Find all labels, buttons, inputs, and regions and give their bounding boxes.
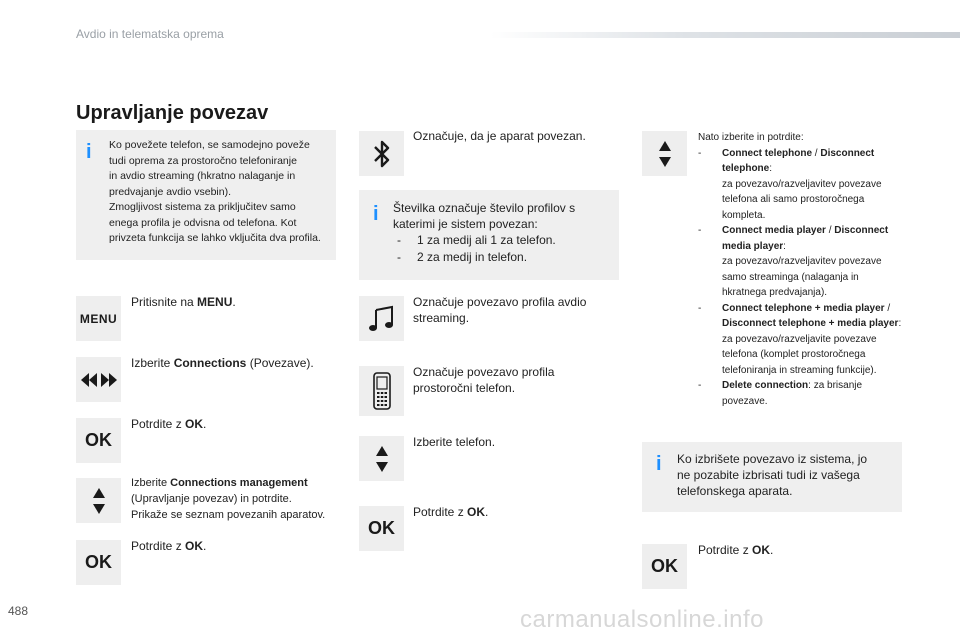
ok-label: OK	[651, 556, 678, 576]
up-down-arrows-icon	[76, 478, 121, 523]
menu-button-icon	[76, 296, 121, 341]
section-title: Avdio in telematska oprema	[76, 27, 224, 41]
info-icon: i	[656, 453, 662, 475]
info-line: in avdio streaming (hkratno nalaganje in	[109, 170, 296, 182]
bluetooth-desc: Označuje, da je aparat povezan.	[413, 129, 586, 143]
info-line: telefonskega aparata.	[677, 484, 793, 498]
bluetooth-icon	[372, 139, 392, 169]
info-list-item: - 1 za medij ali 1 za telefon.	[393, 232, 615, 248]
phone-icon-box	[359, 366, 404, 416]
step-select-connections: Izberite Connections (Povezave).	[131, 356, 314, 370]
ok-button-icon	[76, 540, 121, 585]
info-list-item: - 2 za medij in telefon.	[393, 249, 615, 265]
music-note-icon	[367, 305, 397, 333]
mobile-phone-icon	[371, 372, 393, 410]
info-line: Številka označuje število profilov s	[393, 201, 576, 215]
option-delete-connection: - Delete connection: za brisanje povezave.	[698, 378, 908, 409]
info-line: Ko izbrišete povezavo iz sistema, jo	[677, 452, 868, 466]
info-icon: i	[86, 141, 92, 163]
handsfree-desc: Označuje povezavo profila prostoročni telefon.	[413, 365, 555, 395]
up-arrow-icon	[93, 488, 105, 498]
info-line: predvajanje avdio vsebin).	[109, 185, 231, 198]
info-line: Zmogljivost sistema za priključitev samo	[109, 201, 296, 213]
info-box-profile-count	[359, 190, 619, 280]
up-arrow-icon	[376, 446, 388, 456]
step-connections-management: Izberite Connections management (Upravljanje povezav) in potrdite. Prikaže se seznam povezanih aparatov.	[131, 477, 326, 521]
info-line: ne pozabite izbrisati tudi iz vašega	[677, 468, 860, 482]
arrows-left-right-icon	[76, 357, 121, 402]
page-number: 488	[8, 604, 29, 618]
down-arrow-icon	[659, 157, 671, 167]
page-title: Upravljanje povezav	[76, 102, 269, 124]
info-line: tudi oprema za prostoročno telefoniranje	[109, 154, 297, 167]
info-line: Ko povežete telefon, se samodejno poveže	[109, 139, 310, 151]
header-rule	[490, 32, 960, 38]
music-note-icon-box	[359, 296, 404, 341]
info-icon: i	[373, 203, 379, 225]
option-connect-media-player: - Connect media player / Disconnect media player: za povezavo/razveljavitev povezave samo streaminga (nalaganja in hkratnega predvajanja).	[698, 223, 908, 301]
step-confirm-ok: Potrdite z OK.	[413, 505, 489, 519]
option-connect-telephone: - Connect telephone / Disconnect telephone: za povezavo/razveljavitev povezave telefona ali samo prostoročnega kompleta.	[698, 146, 908, 224]
step-select-phone: Izberite telefon.	[413, 435, 496, 449]
step-confirm-ok: Potrdite z OK.	[131, 539, 207, 553]
watermark: carmanualsonline.info	[520, 606, 764, 633]
options-intro: Nato izberite in potrdite:	[698, 132, 804, 143]
step-confirm-ok: Potrdite z OK.	[698, 543, 774, 557]
info-line: enega profila je odvisna od telefona. Kot	[109, 216, 297, 229]
step-press-menu: Pritisnite na MENU.	[131, 295, 236, 309]
ok-button-icon	[642, 544, 687, 589]
ok-label: OK	[85, 552, 112, 572]
bluetooth-icon-box	[359, 131, 404, 176]
down-arrow-icon	[93, 504, 105, 514]
menu-label: MENU	[79, 311, 118, 326]
info-line: katerimi je sistem povezan:	[393, 217, 538, 231]
ok-label: OK	[368, 518, 395, 538]
up-arrow-icon	[659, 141, 671, 151]
down-arrow-icon	[376, 462, 388, 472]
options-list	[698, 130, 908, 409]
step-confirm-ok: Potrdite z OK.	[131, 417, 207, 431]
option-connect-telephone-media: - Connect telephone + media player / Disconnect telephone + media player: za povezavo/razveljavite povezave telefona (komplet prostoročnega telefoniranja in streaming funkcije).	[698, 301, 908, 379]
ok-button-icon	[76, 418, 121, 463]
seek-arrows-icon	[79, 372, 119, 388]
up-down-arrows-icon	[642, 131, 687, 176]
ok-button-icon	[359, 506, 404, 551]
info-box-delete	[642, 442, 902, 512]
ok-label: OK	[85, 430, 112, 450]
info-line: privzeta funkcija se lahko vključita dva profila.	[109, 232, 321, 244]
audio-streaming-desc: Označuje povezavo profila avdio streaming.	[413, 295, 587, 325]
up-down-arrows-icon	[359, 436, 404, 481]
info-box-profiles	[76, 130, 336, 260]
